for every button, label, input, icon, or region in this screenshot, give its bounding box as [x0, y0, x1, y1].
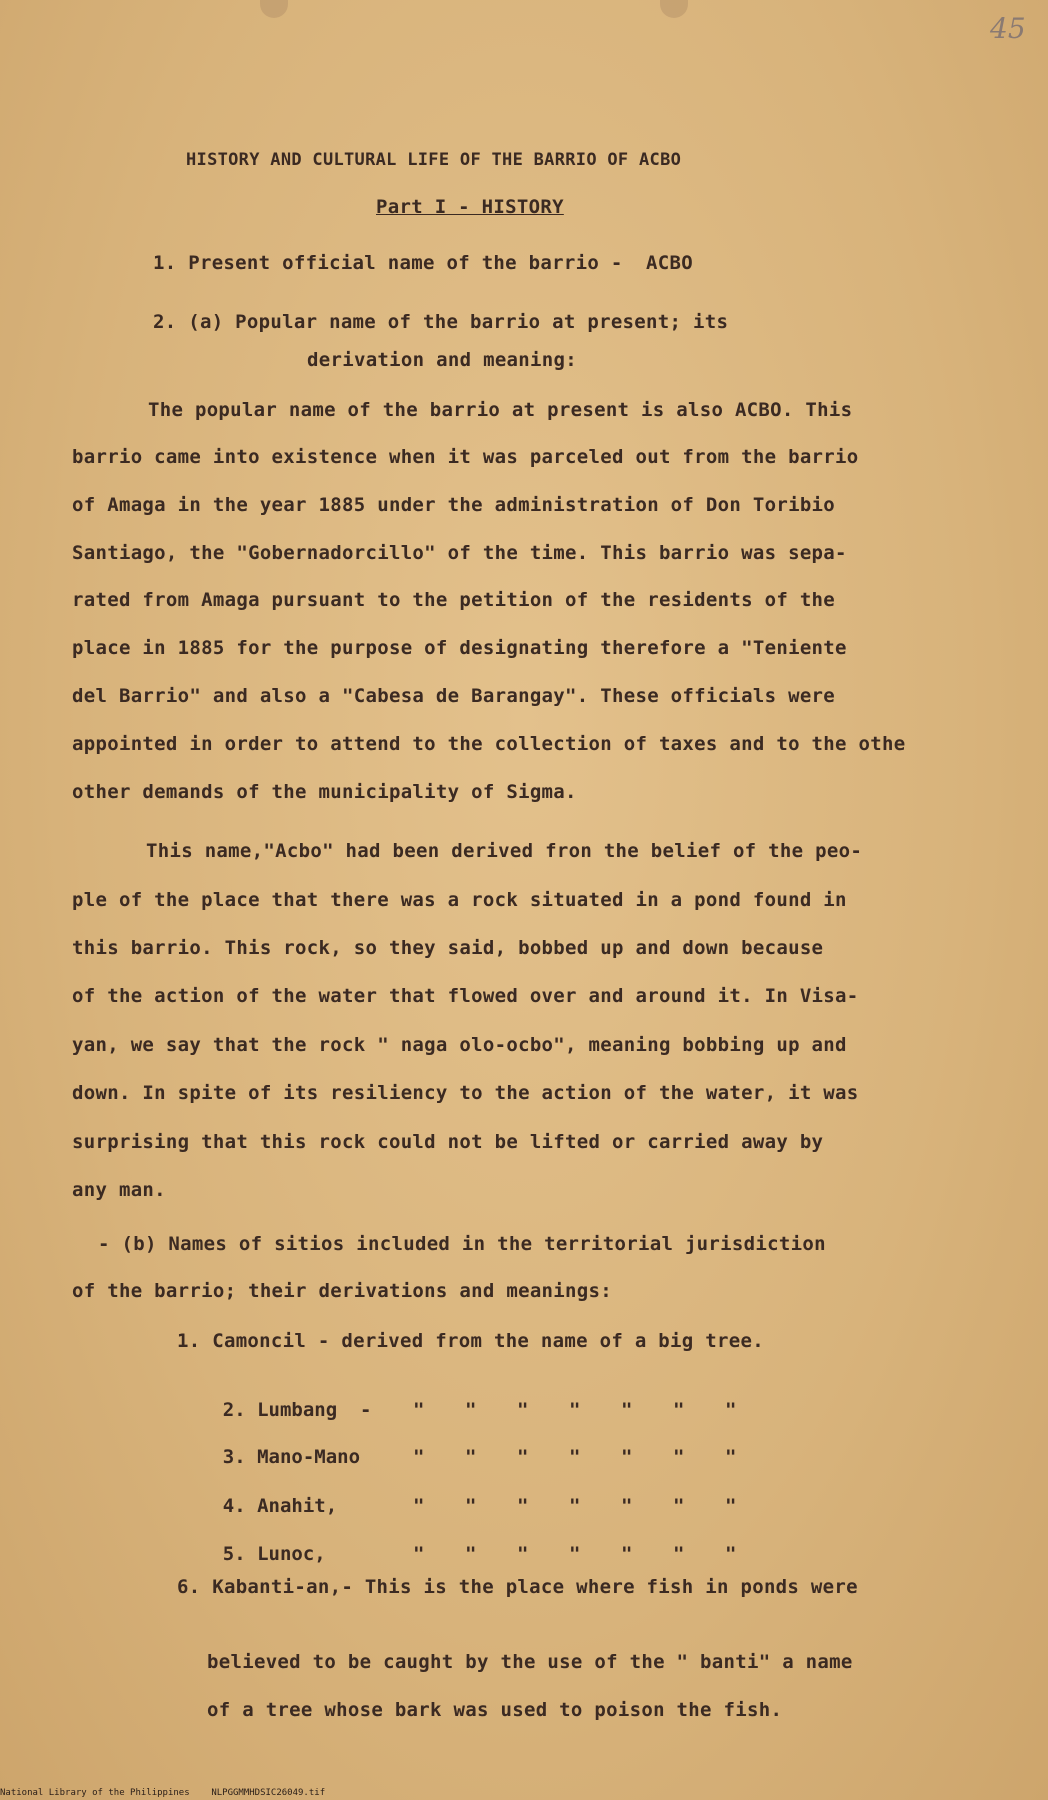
ditto-mark: " — [413, 1446, 425, 1468]
sitio-6-line: 6. Kabanti-an,- This is the place where fish in ponds were — [177, 1576, 858, 1598]
para2-line: of the action of the water that flowed over and around it. In Visa- — [72, 985, 859, 1007]
para1-line: of Amaga in the year 1885 under the administration of Don Toribio — [72, 494, 836, 516]
ditto-mark: " — [569, 1399, 581, 1421]
para1-line: appointed in order to attend to the collection of taxes and to the othe — [72, 733, 906, 755]
para2-line: surprising that this rock could not be lifted or carried away by — [72, 1131, 824, 1153]
ditto-mark: " — [517, 1399, 529, 1421]
para1-line: barrio came into existence when it was parceled out from the barrio — [72, 446, 859, 468]
ditto-mark: " — [413, 1495, 425, 1517]
ditto-mark: " — [725, 1446, 737, 1468]
ditto-mark: " — [673, 1543, 685, 1565]
para2-line: yan, we say that the rock " naga olo-ocbo", meaning bobbing up and — [72, 1034, 847, 1056]
punch-hole — [660, 0, 688, 18]
ditto-mark: " — [725, 1495, 737, 1517]
para1-line: The popular name of the barrio at present is also ACBO. This — [148, 399, 853, 421]
item-2a-cont: derivation and meaning: — [307, 349, 577, 371]
ditto-mark: " — [621, 1399, 633, 1421]
part-heading: Part I - HISTORY — [376, 196, 564, 218]
ditto-mark: " — [517, 1446, 529, 1468]
item-b-line: - (b) Names of sitios included in the territorial jurisdiction — [98, 1233, 826, 1255]
ditto-mark: " — [465, 1495, 477, 1517]
ditto-mark: " — [673, 1495, 685, 1517]
ditto-mark: " — [517, 1543, 529, 1565]
para1-line: place in 1885 for the purpose of designating therefore a "Teniente — [72, 637, 847, 659]
ditto-mark: " — [725, 1543, 737, 1565]
para2-line: down. In spite of its resiliency to the action of the water, it was — [72, 1082, 859, 1104]
ditto-mark: " — [465, 1399, 477, 1421]
para2-line: This name,"Acbo" had been derived fron the belief of the peo- — [146, 840, 863, 862]
item-2a: 2. (a) Popular name of the barrio at present; its — [153, 311, 729, 333]
sitio-1: 1. Camoncil - derived from the name of a big tree. — [177, 1330, 764, 1352]
item-b-line: of the barrio; their derivations and meanings: — [72, 1280, 612, 1302]
ditto-mark: " — [569, 1543, 581, 1565]
sitio-6-line: believed to be caught by the use of the " banti" a name — [207, 1651, 853, 1673]
ditto-mark: " — [569, 1495, 581, 1517]
para2-line: any man. — [72, 1179, 166, 1201]
ditto-mark: " — [465, 1543, 477, 1565]
ditto-mark: " — [413, 1543, 425, 1565]
ditto-mark: " — [465, 1446, 477, 1468]
sitio-name: 2. Lumbang - — [222, 1399, 372, 1421]
archive-footer: National Library of the Philippines NLPGGMMHDSIC26049.tif — [0, 1788, 326, 1798]
sitio-name: 3. Mano-Mano — [222, 1446, 361, 1468]
para1-line: other demands of the municipality of Sigma. — [72, 781, 577, 803]
sitio-name: 4. Anahit, — [222, 1495, 338, 1517]
ditto-mark: " — [621, 1543, 633, 1565]
ditto-mark: " — [621, 1446, 633, 1468]
sitio-6-line: of a tree whose bark was used to poison the fish. — [207, 1699, 783, 1721]
ditto-mark: " — [673, 1399, 685, 1421]
para1-line: del Barrio" and also a "Cabesa de Barangay". These officials were — [72, 685, 836, 707]
ditto-mark: " — [725, 1399, 737, 1421]
para2-line: ple of the place that there was a rock situated in a pond found in — [72, 889, 847, 911]
punch-hole — [260, 0, 288, 18]
item-1: 1. Present official name of the barrio - ACBO — [153, 252, 693, 274]
ditto-mark: " — [413, 1399, 425, 1421]
ditto-mark: " — [621, 1495, 633, 1517]
para1-line: rated from Amaga pursuant to the petition of the residents of the — [72, 589, 836, 611]
para1-line: Santiago, the "Gobernadorcillo" of the time. This barrio was sepa- — [72, 542, 847, 564]
para2-line: this barrio. This rock, so they said, bobbed up and down because — [72, 937, 824, 959]
ditto-mark: " — [569, 1446, 581, 1468]
document-title: HISTORY AND CULTURAL LIFE OF THE BARRIO OF ACBO — [186, 150, 682, 170]
ditto-mark: " — [673, 1446, 685, 1468]
ditto-mark: " — [517, 1495, 529, 1517]
page-number: 45 — [990, 12, 1026, 45]
sitio-name: 5. Lunoc, — [222, 1543, 326, 1565]
